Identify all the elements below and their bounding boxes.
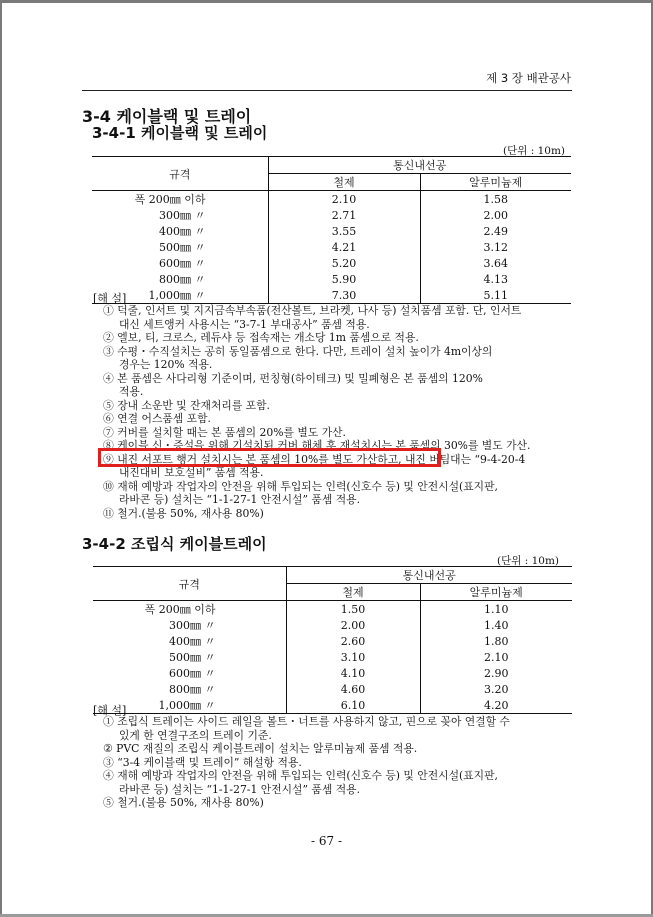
note-line: ⑩ 재해 예방과 작업자의 안전을 위해 투입되는 인력(신호수 등) 및 안전시설(표지판,: [103, 479, 498, 493]
cell-steel: 2.10: [268, 191, 420, 208]
table-row: [92, 239, 571, 255]
table-row: [92, 255, 571, 271]
table-row: [93, 697, 572, 714]
cell-alu: 2.49: [483, 224, 508, 238]
table-row: [93, 665, 572, 681]
cell-alu: 2.90: [484, 666, 509, 680]
cell-spec: 300㎜ 〃: [93, 617, 286, 633]
cell-steel: 2.60: [286, 633, 420, 649]
note-line: ④ 재해 예방과 작업자의 안전을 위해 투입되는 인력(신호수 등) 및 안전시설(표지판,: [103, 769, 498, 782]
cell-spec: 500㎜ 〃: [93, 649, 286, 665]
cell-spec: 1,000㎜ 〃: [92, 287, 268, 304]
table2-unit: (단위 : 10m): [497, 555, 560, 567]
note-line: ② PVC 재질의 조립식 케이블트레이 설치는 알루미늄제 품셈 적용.: [103, 742, 418, 755]
cell-steel: 4.21: [268, 239, 420, 255]
table2-col-spec: 규격: [93, 567, 286, 601]
note-line: ⑦ 커버를 설치할 때는 본 품셈의 20%를 별도 가산.: [103, 425, 346, 439]
cell-steel: 5.20: [268, 255, 420, 271]
note-line: 내진대비 보호설비” 품셈 적용.: [119, 466, 264, 479]
note-line: ⑤ 철거.(불용 50%, 재사용 80%): [103, 796, 264, 809]
cell-spec: 300㎜ 〃: [92, 207, 268, 223]
cell-spec: 폭 200㎜ 이하: [93, 601, 286, 618]
table1-col-alu: 알루미늄제: [420, 174, 571, 191]
table2-col-group: 통신내선공: [286, 567, 572, 584]
cell-spec: 800㎜ 〃: [92, 271, 268, 287]
cell-spec: 500㎜ 〃: [92, 239, 268, 255]
cell-alu: 4.20: [484, 698, 509, 712]
table-row: [93, 681, 572, 697]
note-line: 대신 세트앵커 사용시는 “3-7-1 부대공사” 품셈 적용.: [119, 317, 370, 331]
cell-steel: 7.30: [268, 287, 420, 304]
cell-steel: 1.50: [286, 601, 420, 618]
table-row: [92, 287, 571, 304]
cell-spec: 폭 200㎜ 이하: [92, 191, 268, 208]
cell-spec: 600㎜ 〃: [92, 255, 268, 271]
cell-alu: 1.10: [484, 602, 509, 616]
table2-notes-title: [해 설]: [93, 704, 127, 717]
note-line: ⑤ 장내 소운반 및 잔재처리를 포함.: [103, 398, 270, 412]
table1: [92, 156, 571, 304]
subsection-title-1: 3-4-1 케이블랙 및 트레이: [92, 124, 268, 142]
table2: [93, 566, 572, 714]
cell-alu: 1.80: [484, 634, 509, 648]
cell-steel: 6.10: [286, 697, 420, 714]
table1-col-group: 통신내선공: [268, 157, 571, 174]
cell-spec: 1,000㎜ 〃: [93, 697, 286, 714]
cell-steel: 3.10: [286, 649, 420, 665]
note-line: ③ “3-4 케이블랙 및 트레이” 해설항 적용.: [103, 755, 302, 769]
page-frame-top: [0, 0, 653, 3]
cell-alu: 1.40: [484, 618, 509, 632]
note-line: ⑥ 연결 어스품셈 포함.: [103, 412, 211, 425]
cell-spec: 400㎜ 〃: [93, 633, 286, 649]
table-row: [92, 191, 571, 208]
cell-steel: 4.60: [286, 681, 420, 697]
note-line: ③ 수평・수직설치는 공히 동일품셈으로 한다. 다만, 트레이 설치 높이가 4m이상의: [103, 344, 493, 358]
cell-steel: 5.90: [268, 271, 420, 287]
highlight-box: [98, 448, 441, 467]
table-row: [92, 223, 571, 239]
note-line: 라바콘 등) 설치는 “1-1-27-1 안전시설” 품셈 적용.: [119, 782, 361, 796]
table-row: [92, 271, 571, 287]
note-line: ② 엘보, 티, 크로스, 레듀샤 등 접속재는 개소당 1m 품셈으로 적용.: [103, 331, 419, 344]
table-row: [92, 207, 571, 223]
note-line: 경우는 120% 적용.: [119, 358, 213, 371]
chapter-header: 제 3 장 배관공사: [486, 71, 571, 85]
cell-steel: 2.71: [268, 207, 420, 223]
note-line: ⑧ 케이블 신・증설을 위해 기설치된 커버 해체 후 재설치시는 본 품셈의 30%를 별도 가산.: [103, 439, 531, 452]
page-number: - 67 -: [310, 834, 342, 848]
table1-col-spec: 규격: [92, 157, 268, 191]
cell-steel: 4.10: [286, 665, 420, 681]
cell-alu: 2.10: [484, 650, 509, 664]
table-row: [93, 649, 572, 665]
cell-alu: 2.00: [483, 208, 508, 222]
table2-col-alu: 알루미늄제: [420, 584, 572, 601]
note-line: ⑨ 내진 서포트 행거 설치시는 본 품셈의 10%를 별도 가산하고, 내진 버팀대는 “9-4-20-4: [103, 452, 526, 466]
note-line: ⑪ 철거.(불용 50%, 재사용 80%): [103, 506, 264, 520]
cell-alu: 3.12: [483, 240, 508, 254]
table-row: [93, 633, 572, 649]
header-rule: [82, 90, 572, 91]
subsection-title-2: 3-4-2 조립식 케이블트레이: [82, 535, 267, 553]
cell-spec: 600㎜ 〃: [93, 665, 286, 681]
note-line: 있게 한 연결구조의 트레이 기준.: [119, 728, 272, 742]
table2-col-steel: 철제: [286, 584, 420, 601]
note-line: ① 덕줄, 인서트 및 지지금속부속품(전산볼트, 브라켓, 나사 등) 설치품셈 포함. 단, 인서트: [103, 304, 522, 317]
cell-spec: 400㎜ 〃: [92, 223, 268, 239]
cell-alu: 1.58: [483, 192, 508, 206]
section-title: 3-4 케이블랙 및 트레이: [82, 107, 252, 126]
table1-notes-title: [해 설]: [93, 292, 127, 305]
cell-alu: 4.13: [483, 272, 508, 286]
cell-steel: 2.00: [286, 617, 420, 633]
note-line: ④ 본 품셈은 사다리형 기준이며, 펀칭형(하이테크) 및 밀폐형은 본 품셈의 120%: [103, 371, 483, 385]
cell-steel: 3.55: [268, 223, 420, 239]
table-row: [93, 601, 572, 618]
note-line: 적용.: [119, 385, 144, 398]
table1-unit: (단위 : 10m): [503, 145, 566, 157]
note-line: ① 조립식 트레이는 사이드 레일을 볼트・너트를 사용하지 않고, 핀으로 꽂아 연결할 수: [103, 715, 510, 728]
table1-col-steel: 철제: [268, 174, 420, 191]
cell-alu: 3.20: [484, 682, 509, 696]
table-row: [93, 617, 572, 633]
cell-spec: 800㎜ 〃: [93, 681, 286, 697]
note-line: 라바콘 등) 설치는 “1-1-27-1 안전시설” 품셈 적용.: [119, 493, 361, 506]
cell-alu: 5.11: [483, 288, 508, 302]
page-frame-left: [0, 0, 2, 917]
cell-alu: 3.64: [483, 256, 508, 270]
